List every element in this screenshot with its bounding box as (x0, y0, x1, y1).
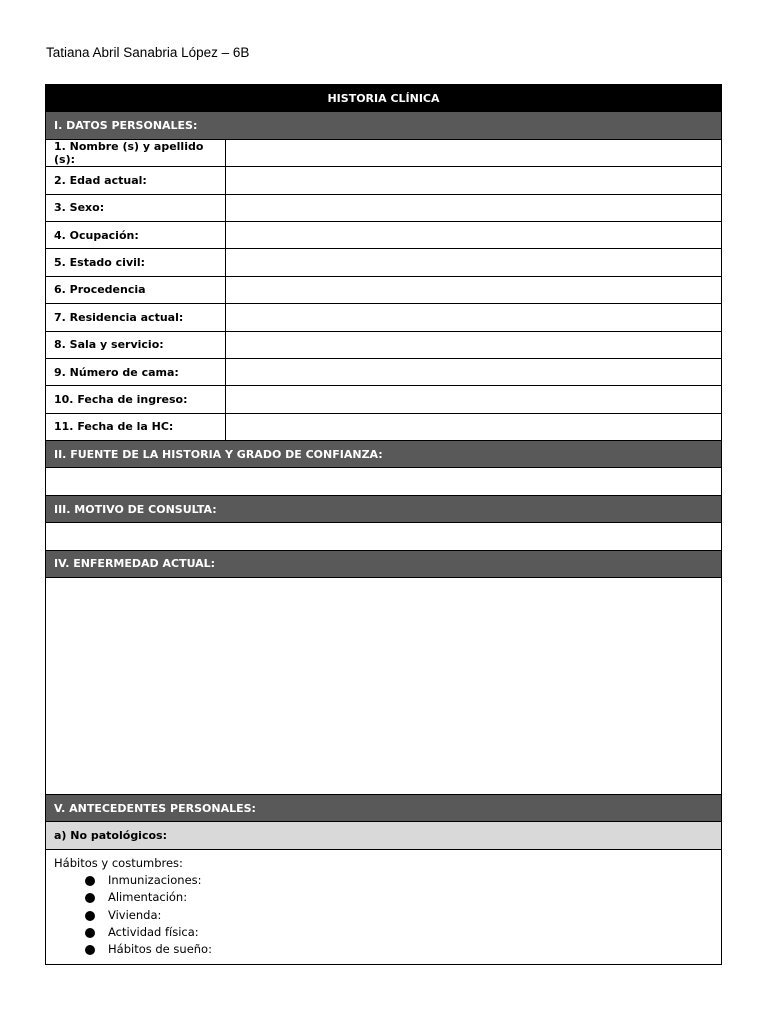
field-row-civil-status (46, 249, 722, 276)
bullet-icon (85, 911, 95, 921)
field-label: 2. Edad actual: (46, 167, 226, 194)
bed-number-field[interactable] (226, 358, 722, 385)
age-field[interactable] (226, 167, 722, 194)
field-row-sex (46, 194, 722, 221)
section-personal-history (46, 795, 722, 822)
ward-field[interactable] (226, 331, 722, 358)
habit-label: Actividad física: (108, 925, 199, 939)
field-label: 7. Residencia actual: (46, 304, 226, 331)
section-personal-data (46, 112, 722, 139)
list-item (78, 941, 721, 958)
subsection-non-pathological (46, 822, 722, 849)
bullet-icon (85, 928, 95, 938)
subsection-heading: a) No patológicos: (46, 822, 722, 849)
list-item (78, 872, 721, 889)
field-label: 10. Fecha de ingreso: (46, 386, 226, 413)
author-line: Tatiana Abril Sanabria López – 6B (46, 45, 250, 60)
civil-status-field[interactable] (226, 249, 722, 276)
bullet-icon (85, 893, 95, 903)
habits-row (46, 849, 722, 964)
admission-date-field[interactable] (226, 386, 722, 413)
field-row-origin (46, 276, 722, 303)
field-row-bed (46, 358, 722, 385)
field-row-age (46, 167, 722, 194)
bullet-icon (85, 876, 95, 886)
habit-label: Alimentación: (108, 890, 188, 905)
bullet-icon (85, 945, 95, 955)
occupation-field[interactable] (226, 221, 722, 248)
section-source (46, 441, 722, 468)
habits-field[interactable] (46, 849, 722, 964)
field-label: 4. Ocupación: (46, 221, 226, 248)
field-row-name (46, 139, 722, 166)
field-label: 8. Sala y servicio: (46, 331, 226, 358)
form-title: HISTORIA CLÍNICA (46, 85, 722, 112)
current-illness-content-row (46, 578, 722, 795)
list-item (78, 889, 721, 906)
current-illness-field[interactable] (46, 578, 722, 795)
list-item (78, 924, 721, 941)
section-heading: III. MOTIVO DE CONSULTA: (46, 495, 722, 522)
source-content-row (46, 468, 722, 495)
habit-label: Hábitos de sueño: (108, 942, 212, 957)
field-label: 3. Sexo: (46, 194, 226, 221)
field-row-residence (46, 304, 722, 331)
section-heading: V. ANTECEDENTES PERSONALES: (46, 795, 722, 822)
section-reason (46, 495, 722, 522)
habit-label: Vivienda: (108, 907, 162, 922)
clinical-history-form (45, 84, 722, 965)
field-label: 5. Estado civil: (46, 249, 226, 276)
field-row-admission-date (46, 386, 722, 413)
origin-field[interactable] (226, 276, 722, 303)
field-row-ward (46, 331, 722, 358)
reason-content-row (46, 523, 722, 550)
section-heading: IV. ENFERMEDAD ACTUAL: (46, 550, 722, 577)
field-row-occupation (46, 221, 722, 248)
field-label: 6. Procedencia (46, 276, 226, 303)
source-field[interactable] (46, 468, 722, 495)
list-item (78, 907, 721, 924)
section-current-illness (46, 550, 722, 577)
field-label: 1. Nombre (s) y apellido (s): (46, 139, 226, 166)
field-row-hc-date (46, 413, 722, 440)
residence-field[interactable] (226, 304, 722, 331)
section-heading: I. DATOS PERSONALES: (46, 112, 722, 139)
hc-date-field[interactable] (226, 413, 722, 440)
habits-title: Hábitos y costumbres: (54, 855, 183, 870)
reason-field[interactable] (46, 523, 722, 550)
section-heading: II. FUENTE DE LA HISTORIA Y GRADO DE CONFIANZA: (46, 441, 722, 468)
field-label: 9. Número de cama: (46, 358, 226, 385)
habits-list (54, 872, 721, 958)
habit-label: Inmunizaciones: (108, 873, 202, 888)
sex-field[interactable] (226, 194, 722, 221)
form-title-row (46, 85, 722, 112)
name-field[interactable] (226, 139, 722, 166)
field-label: 11. Fecha de la HC: (46, 413, 226, 440)
